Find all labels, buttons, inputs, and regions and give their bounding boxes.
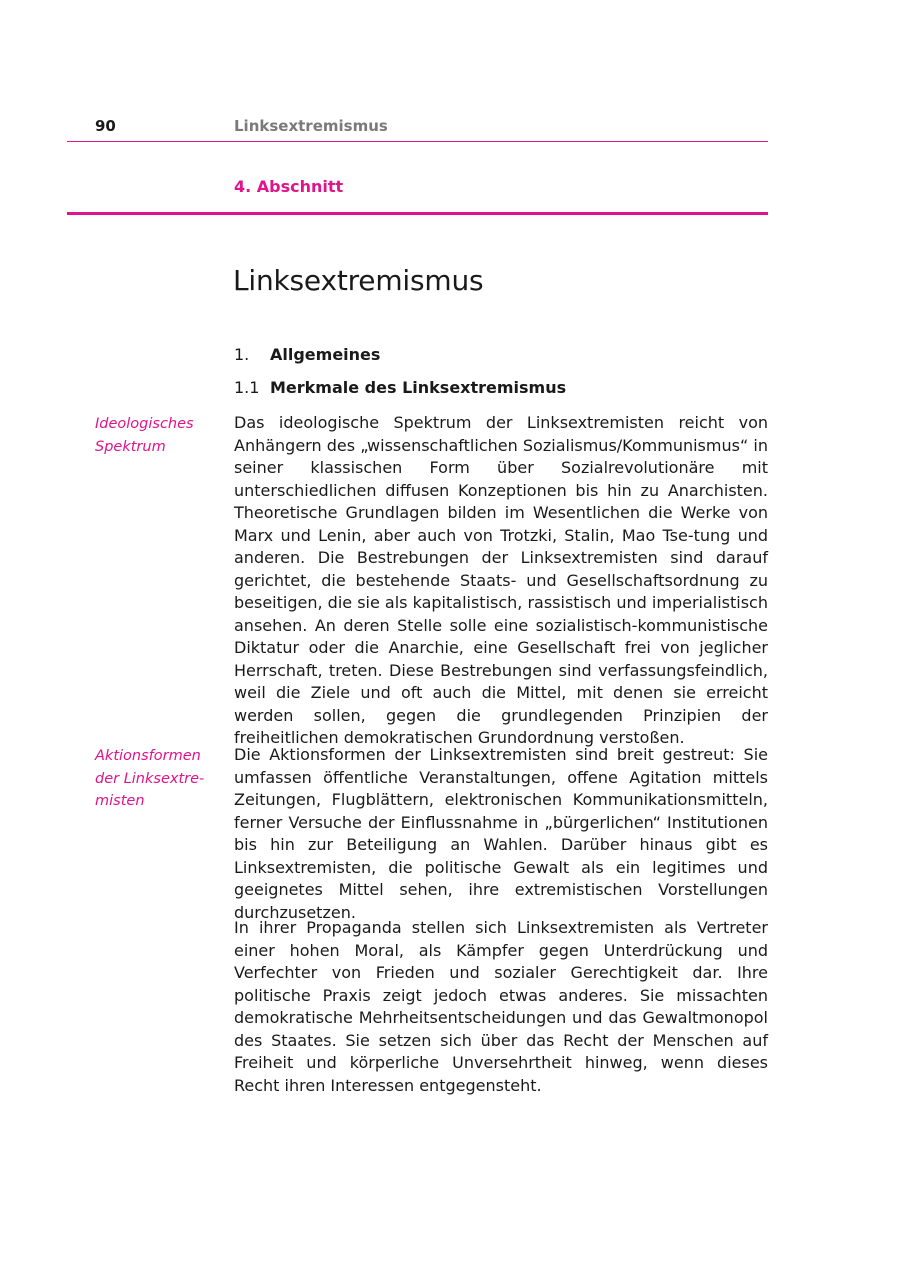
margin-note-ideologisches-spektrum: Ideologisches Spektrum xyxy=(95,416,194,455)
header-rule xyxy=(67,141,768,142)
margin-note-aktionsformen: Aktionsformen der Linksextremisten xyxy=(95,748,205,809)
heading-level-2 xyxy=(234,378,566,397)
heading-text: Allgemeines xyxy=(270,345,381,364)
paragraph-propaganda: In ihrer Propaganda stellen sich Linksextremisten als Vertreter einer hohen Moral, als Kämpfer gegen Unterdrückung und Verfechter von Frieden und sozialer Gerechtigkeit dar. Ihre politische Praxis zeigt jedoch etwas anderes. Sie missachten demokratische Mehrheitsentscheidungen und das Gewaltmonopol des Staates. Sie setzen sich über das Recht der Menschen auf Freiheit und körperliche Unversehrtheit hinweg, wenn dieses Recht ihren Interessen entgegensteht. xyxy=(234,918,768,1095)
section-label: 4. Abschnitt xyxy=(234,177,344,196)
chapter-title: Linksextremismus xyxy=(233,264,484,297)
heading-number: 1. xyxy=(234,345,250,364)
heading-text: Merkmale des Linksextremismus xyxy=(270,378,567,397)
heading-number: 1.1 xyxy=(234,378,260,397)
running-title: Linksextremismus xyxy=(234,117,388,135)
paragraph-ideological-spectrum: Das ideologische Spektrum der Linksextremisten reicht von Anhängern des „wissenschaftlichen Sozialismus/Kommunismus“ in seiner klassischen Form über Sozialrevolutionäre mit unterschiedlichen diffusen Konzeptionen bis hin zu Anarchisten. Theoretische Grundlagen bilden im Wesentlichen die Werke von Marx und Lenin, aber auch von Trotzki, Stalin, Mao Tse-tung und anderen. Die Bestrebungen der Linksextremisten sind darauf gerichtet, die bestehende Staats- und Gesellschaftsordnung zu beseitigen, die sie als kapitalistisch, rassistisch und imperialistisch ansehen. An deren Stelle solle eine sozialistisch-kommunistische Diktatur oder die Anarchie, eine Gesellschaft frei von jeglicher Herrschaft, treten. Diese Bestrebungen sind verfassungsfeindlich, weil die Ziele und oft auch die Mittel, mit denen sie erreicht werden sollen, gegen die grundlegenden Prinzipien der freiheitlichen demokratischen Grundordnung verstoßen. xyxy=(234,413,768,747)
section-rule xyxy=(67,212,768,215)
paragraph-forms-of-action: Die Aktionsformen der Linksextremisten sind breit gestreut: Sie umfassen öffentliche Veranstaltungen, offene Agitation mittels Zeitungen, Flugblättern, elektronischen Kommunikationsmitteln, ferner Versuche der Einflussnahme in „bürgerlichen“ Institutionen bis hin zur Beteiligung an Wahlen. Darüber hinaus gibt es Linksextremisten, die politische Gewalt als ein legitimes und geeignetes Mittel sehen, ihre extremistischen Vorstellungen durchzusetzen. xyxy=(234,745,768,922)
page-number: 90 xyxy=(95,117,116,135)
heading-level-1 xyxy=(234,345,380,364)
